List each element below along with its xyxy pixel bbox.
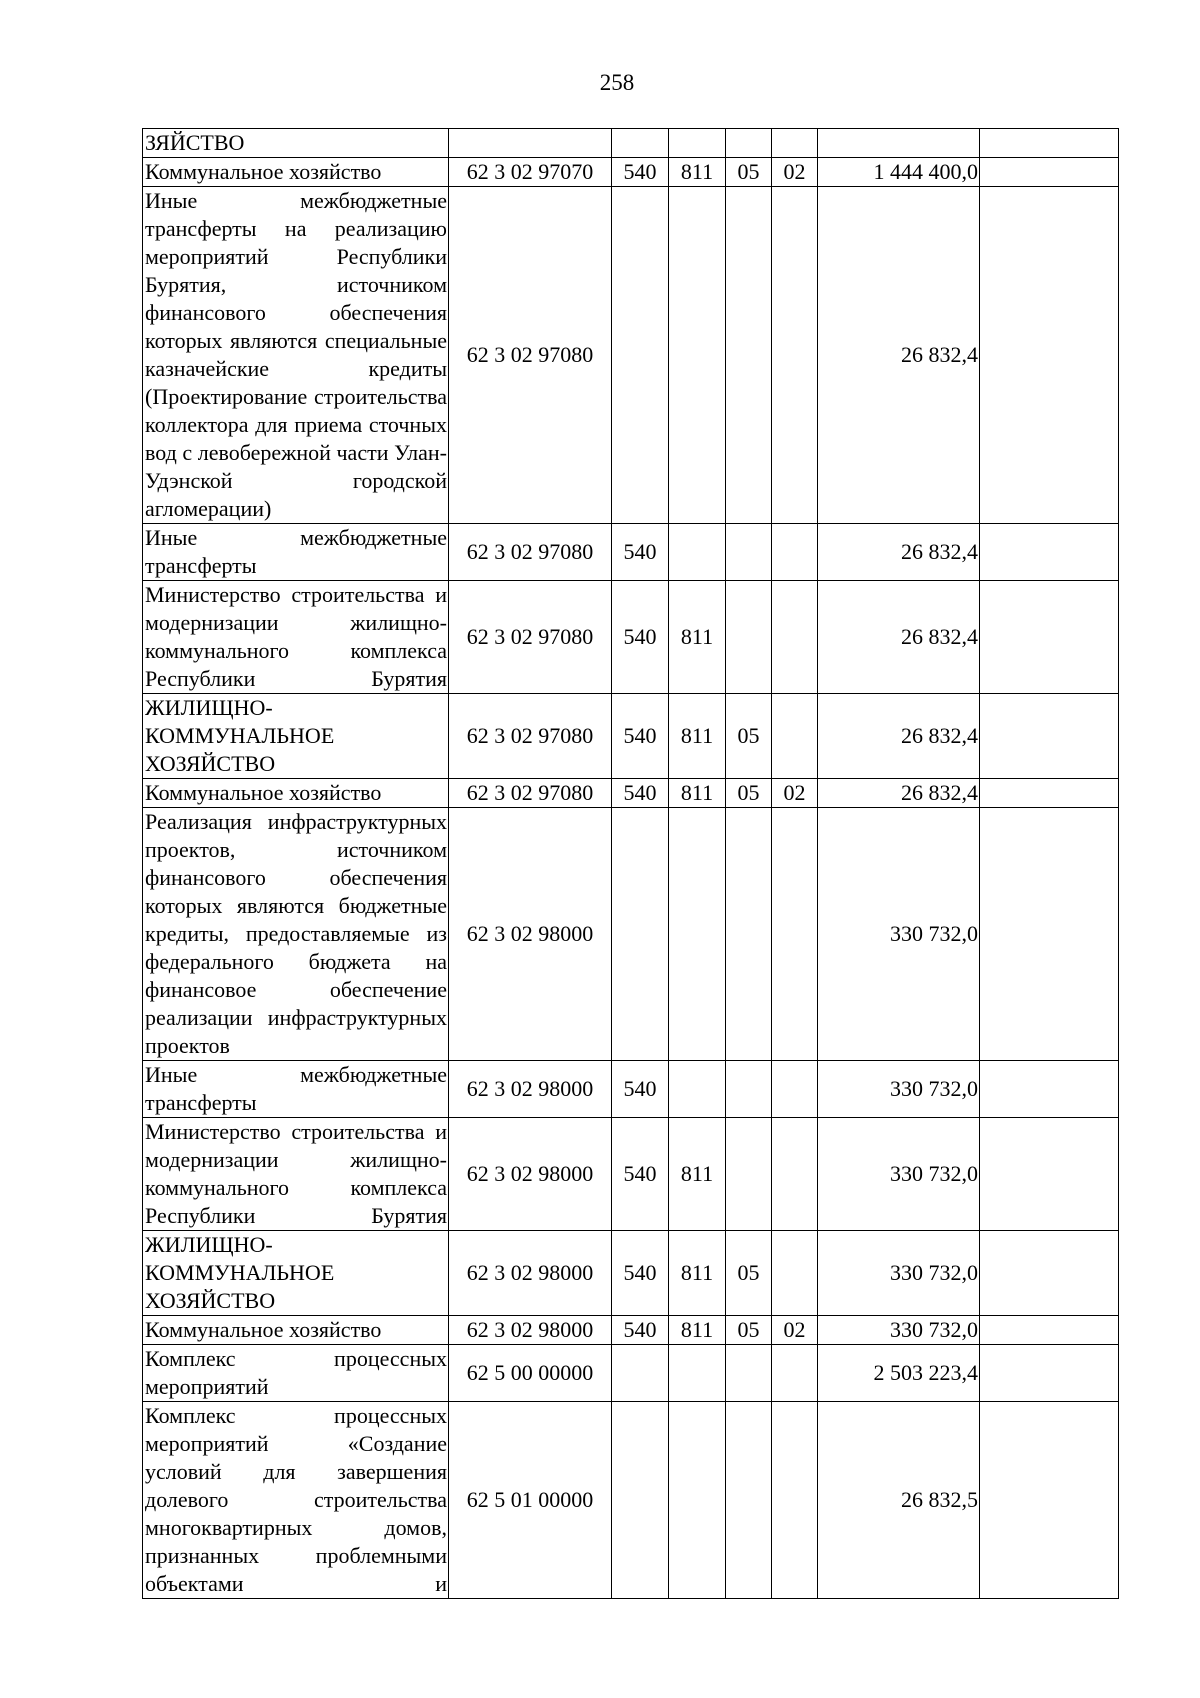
- cell-ministry-code: 811: [669, 779, 726, 808]
- cell-expense-type: 540: [612, 581, 669, 694]
- cell-section: 05: [726, 158, 772, 187]
- cell-target-code: 62 3 02 97080: [449, 779, 612, 808]
- cell-name: ЖИЛИЩНО-КОММУНАЛЬНОЕ ХОЗЯЙСТВО: [143, 1231, 449, 1316]
- cell-expense-type: 540: [612, 1061, 669, 1118]
- cell-subsection: [772, 129, 818, 158]
- cell-expense-type: 540: [612, 779, 669, 808]
- cell-amount: 26 832,4: [818, 779, 980, 808]
- cell-target-code: 62 3 02 97080: [449, 694, 612, 779]
- cell-subsection: [772, 1231, 818, 1316]
- table-row: [143, 158, 1119, 187]
- cell-ministry-code: 811: [669, 694, 726, 779]
- cell-expense-type: 540: [612, 158, 669, 187]
- cell-target-code: 62 3 02 98000: [449, 808, 612, 1061]
- cell-ministry-code: [669, 1402, 726, 1599]
- table-row: [143, 1231, 1119, 1316]
- cell-expense-type: [612, 129, 669, 158]
- cell-extra: [980, 158, 1119, 187]
- cell-subsection: [772, 187, 818, 524]
- cell-ministry-code: 811: [669, 158, 726, 187]
- cell-section: [726, 129, 772, 158]
- table-row: [143, 1316, 1119, 1345]
- cell-target-code: 62 5 01 00000: [449, 1402, 612, 1599]
- cell-expense-type: [612, 1345, 669, 1402]
- cell-name: Иные межбюджетные трансферты: [143, 1061, 449, 1118]
- budget-table: [142, 128, 1119, 1599]
- table-row: [143, 1402, 1119, 1599]
- cell-ministry-code: [669, 187, 726, 524]
- cell-section: [726, 1118, 772, 1231]
- cell-subsection: [772, 1345, 818, 1402]
- cell-amount: 1 444 400,0: [818, 158, 980, 187]
- cell-name: Министерство строительства и модернизации жилищно-коммунального комплекса Республики Бурятия: [143, 581, 449, 694]
- cell-extra: [980, 1345, 1119, 1402]
- table-row: [143, 1118, 1119, 1231]
- table-row: [143, 1345, 1119, 1402]
- table-row: [143, 187, 1119, 524]
- cell-target-code: 62 3 02 98000: [449, 1061, 612, 1118]
- budget-table-body: [143, 129, 1119, 1599]
- cell-expense-type: 540: [612, 1231, 669, 1316]
- cell-target-code: 62 3 02 98000: [449, 1231, 612, 1316]
- cell-subsection: [772, 808, 818, 1061]
- cell-section: [726, 808, 772, 1061]
- cell-target-code: 62 3 02 97070: [449, 158, 612, 187]
- cell-section: [726, 1345, 772, 1402]
- table-row: [143, 779, 1119, 808]
- cell-extra: [980, 1231, 1119, 1316]
- cell-subsection: [772, 1061, 818, 1118]
- cell-subsection: 02: [772, 1316, 818, 1345]
- cell-ministry-code: [669, 1345, 726, 1402]
- cell-target-code: 62 3 02 97080: [449, 524, 612, 581]
- cell-extra: [980, 1118, 1119, 1231]
- cell-name: Министерство строительства и модернизации жилищно-коммунального комплекса Республики Бурятия: [143, 1118, 449, 1231]
- cell-amount: [818, 129, 980, 158]
- cell-extra: [980, 581, 1119, 694]
- cell-name: Коммунальное хозяйство: [143, 158, 449, 187]
- cell-extra: [980, 1316, 1119, 1345]
- table-row: [143, 694, 1119, 779]
- cell-extra: [980, 129, 1119, 158]
- cell-section: 05: [726, 779, 772, 808]
- cell-extra: [980, 779, 1119, 808]
- cell-ministry-code: 811: [669, 581, 726, 694]
- cell-ministry-code: [669, 1061, 726, 1118]
- cell-subsection: [772, 694, 818, 779]
- cell-expense-type: [612, 1402, 669, 1599]
- cell-extra: [980, 808, 1119, 1061]
- cell-expense-type: [612, 187, 669, 524]
- cell-extra: [980, 694, 1119, 779]
- cell-name: Реализация инфраструктурных проектов, источником финансового обеспечения которых являются бюджетные кредиты, предоставляемые из федерального бюджета на финансовое обеспечение реализации инфраструктурных проектов: [143, 808, 449, 1061]
- cell-amount: 330 732,0: [818, 1231, 980, 1316]
- cell-name: ЗЯЙСТВО: [143, 129, 449, 158]
- cell-subsection: [772, 581, 818, 694]
- cell-target-code: 62 5 00 00000: [449, 1345, 612, 1402]
- cell-extra: [980, 1061, 1119, 1118]
- cell-name: Коммунальное хозяйство: [143, 1316, 449, 1345]
- cell-name: ЖИЛИЩНО-КОММУНАЛЬНОЕ ХОЗЯЙСТВО: [143, 694, 449, 779]
- cell-target-code: 62 3 02 97080: [449, 581, 612, 694]
- cell-target-code: 62 3 02 97080: [449, 187, 612, 524]
- cell-subsection: 02: [772, 158, 818, 187]
- cell-expense-type: [612, 808, 669, 1061]
- table-row: [143, 808, 1119, 1061]
- cell-expense-type: 540: [612, 524, 669, 581]
- cell-amount: 26 832,4: [818, 694, 980, 779]
- cell-extra: [980, 1402, 1119, 1599]
- cell-expense-type: 540: [612, 1118, 669, 1231]
- cell-name: Иные межбюджетные трансферты: [143, 524, 449, 581]
- cell-extra: [980, 187, 1119, 524]
- cell-ministry-code: [669, 808, 726, 1061]
- cell-section: [726, 581, 772, 694]
- cell-expense-type: 540: [612, 694, 669, 779]
- cell-extra: [980, 524, 1119, 581]
- cell-name: Комплекс процессных мероприятий: [143, 1345, 449, 1402]
- cell-section: [726, 1061, 772, 1118]
- cell-ministry-code: [669, 129, 726, 158]
- cell-subsection: [772, 524, 818, 581]
- table-row: [143, 581, 1119, 694]
- cell-section: [726, 187, 772, 524]
- cell-subsection: 02: [772, 779, 818, 808]
- cell-name: Коммунальное хозяйство: [143, 779, 449, 808]
- cell-amount: 2 503 223,4: [818, 1345, 980, 1402]
- cell-ministry-code: 811: [669, 1316, 726, 1345]
- table-row: [143, 1061, 1119, 1118]
- cell-expense-type: 540: [612, 1316, 669, 1345]
- cell-section: [726, 524, 772, 581]
- cell-amount: 26 832,4: [818, 187, 980, 524]
- cell-section: 05: [726, 1316, 772, 1345]
- table-row: [143, 129, 1119, 158]
- table-row: [143, 524, 1119, 581]
- cell-subsection: [772, 1402, 818, 1599]
- cell-amount: 330 732,0: [818, 1316, 980, 1345]
- cell-section: [726, 1402, 772, 1599]
- cell-ministry-code: [669, 524, 726, 581]
- page-number: 258: [599, 70, 635, 95]
- cell-amount: 26 832,4: [818, 581, 980, 694]
- cell-ministry-code: 811: [669, 1118, 726, 1231]
- cell-amount: 330 732,0: [818, 1118, 980, 1231]
- cell-ministry-code: 811: [669, 1231, 726, 1316]
- cell-subsection: [772, 1118, 818, 1231]
- cell-amount: 330 732,0: [818, 1061, 980, 1118]
- cell-target-code: 62 3 02 98000: [449, 1316, 612, 1345]
- cell-section: 05: [726, 694, 772, 779]
- cell-amount: 330 732,0: [818, 808, 980, 1061]
- cell-section: 05: [726, 1231, 772, 1316]
- cell-amount: 26 832,5: [818, 1402, 980, 1599]
- cell-target-code: 62 3 02 98000: [449, 1118, 612, 1231]
- cell-name: Иные межбюджетные трансферты на реализацию мероприятий Республики Бурятия, источником финансового обеспечения которых являются специальные казначейские кредиты (Проектирование строительства коллектора для приема сточных вод с левобережной части Улан-Удэнской городской агломерации): [143, 187, 449, 524]
- cell-name: Комплекс процессных мероприятий «Создание условий для завершения долевого строительства многоквартирных домов, признанных проблемными объектами и: [143, 1402, 449, 1599]
- cell-target-code: [449, 129, 612, 158]
- cell-amount: 26 832,4: [818, 524, 980, 581]
